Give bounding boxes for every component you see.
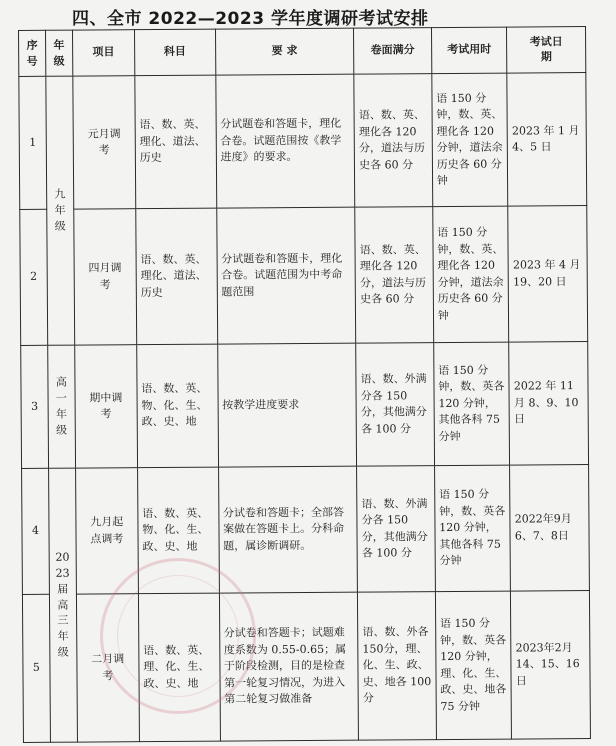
page-title: 四、全市 2022—2023 学年度调研考试安排	[72, 9, 429, 29]
grade-cell-g10: 高一年级	[48, 345, 76, 468]
row-date: 2022年9月6、7、8日	[510, 465, 590, 592]
row-duration: 语 150 分钟，数、英、理化各 120 分钟，道法余历史各 60 分钟	[432, 73, 508, 207]
table-row	[22, 591, 590, 743]
table-row	[19, 73, 587, 210]
row-seq: 1	[19, 76, 47, 209]
row-score: 语、数、英、理化各 120 分，道法与历史各 60 分	[355, 207, 434, 344]
table-row	[22, 465, 590, 595]
header-grade: 年级	[45, 30, 72, 76]
row-item: 元月调考	[73, 76, 136, 209]
row-seq: 2	[20, 209, 48, 345]
row-subjects: 语、数、英、物、化、生、政、史、地	[137, 467, 219, 594]
row-duration: 语 150 分钟，数、英各 120 分钟，理、化、生、政、史、地各 75 分钟	[435, 591, 512, 740]
row-score: 语、数、外满分各 150 分，其他满分各 100 分	[357, 466, 435, 593]
header-date: 考试日期	[507, 27, 586, 74]
row-subjects: 语、数、英、理化、道法、历史	[136, 208, 218, 345]
grade-cell-g12: 2023届高三年级	[48, 468, 77, 742]
row-duration: 语 150 分钟，数、英各 120 分钟，其他各科 75 分钟	[433, 342, 509, 466]
row-item: 九月起点调考	[75, 468, 138, 594]
row-duration: 语 150 分钟，数、英、理化各 120 分钟，道法余历史各 60 分钟	[433, 206, 509, 343]
row-item: 二月调考	[76, 594, 139, 742]
row-subjects: 语、数、英、物、化、生、政、史、地	[137, 344, 219, 468]
row-date: 2023 年 4 月 19、20 日	[508, 206, 588, 343]
table-row	[21, 342, 589, 469]
row-seq: 4	[22, 468, 50, 594]
header-score: 卷面满分	[354, 28, 432, 75]
row-score: 语、数、外各150分，理、化、生、政、史、地各 100 分	[358, 592, 437, 741]
row-score: 语、数、外满分各 150 分，其他满分各 100 分	[356, 343, 434, 467]
header-subjects: 科目	[134, 29, 215, 76]
row-seq: 5	[22, 594, 50, 742]
exam-schedule-table	[18, 26, 591, 743]
row-seq: 3	[21, 345, 49, 468]
table-header-row	[19, 27, 586, 77]
row-item: 期中调考	[74, 345, 137, 468]
row-date: 2023 年 1 月 4、5 日	[507, 73, 587, 207]
row-subjects: 语、数、英、理、化、生、政、史、地	[138, 593, 220, 742]
row-date: 2022 年 11 月 8、9、10 日	[509, 342, 589, 466]
row-requirements: 分试卷和答题卡；试题难度系数为 0.55-0.65；属于阶段检测，目的是检查第一轮复习情况，为进入第二轮复习做准备	[219, 592, 359, 741]
row-requirements: 分试题卷和答题卡，理化合卷。试题范围为中考命题范围	[216, 207, 356, 344]
row-requirements: 分试卷和答题卡；全部答案做在答题卡上。分科命题，属诊断调研。	[218, 466, 358, 593]
row-date: 2023年2月14、15、16日	[511, 591, 591, 740]
row-item: 四月调考	[74, 209, 137, 345]
grade-cell-g9: 九年级	[46, 76, 75, 345]
header-requirements: 要 求	[215, 28, 354, 75]
header-duration: 考试用时	[431, 27, 507, 74]
row-score: 语、数、英、理化各 120 分，道法与历史各 60 分	[354, 74, 433, 208]
row-subjects: 语、数、英、理化、道法、历史	[135, 75, 217, 209]
table-row	[20, 206, 588, 346]
row-requirements: 分试题卷和答题卡，理化合卷。试题范围按《教学进度》的要求。	[215, 74, 355, 208]
header-item: 项目	[72, 30, 134, 76]
row-requirements: 按教学进度要求	[217, 343, 356, 467]
row-duration: 语 150 分钟，数、英各 120 分钟，其他各科 75 分钟	[434, 465, 510, 592]
header-seq: 序号	[19, 30, 46, 76]
